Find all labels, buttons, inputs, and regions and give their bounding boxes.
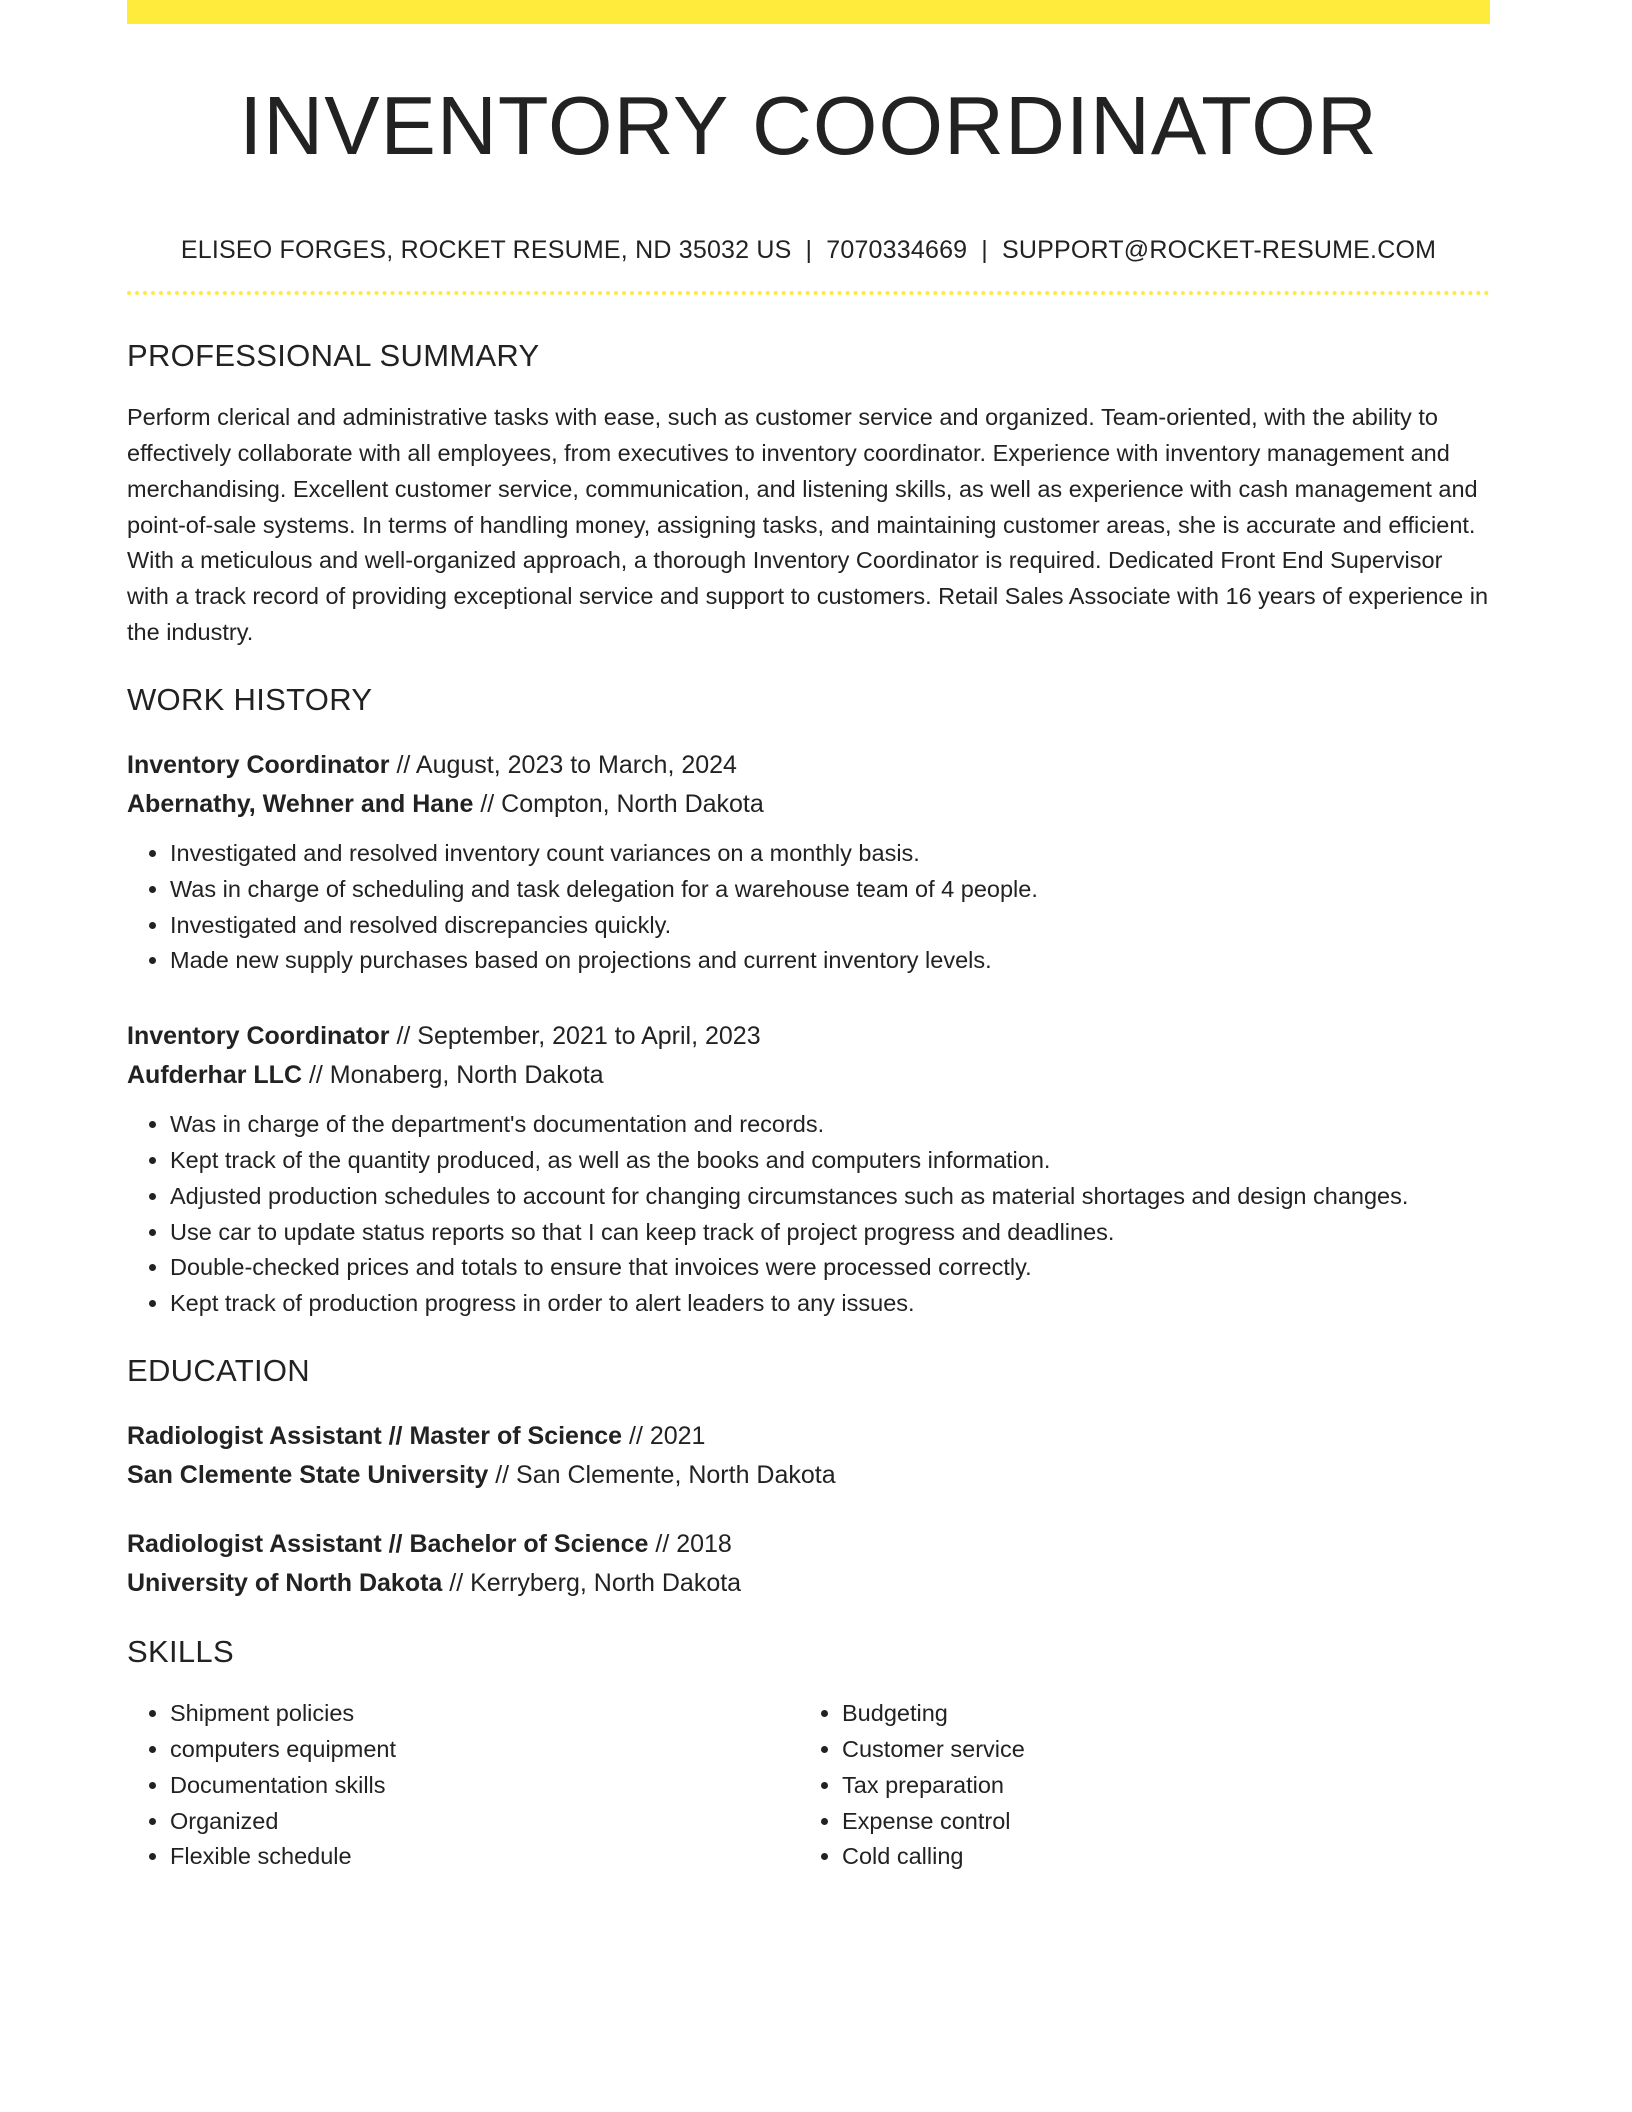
skill-item: • Documentation skills	[170, 1768, 799, 1804]
job-location: // Monaberg, North Dakota	[302, 1061, 604, 1090]
job-title: Inventory Coordinator	[127, 750, 390, 779]
summary-heading: PROFESSIONAL SUMMARY	[127, 338, 540, 373]
job-title-line	[127, 746, 1490, 785]
skills-column-right	[799, 1696, 1471, 1875]
job-entry	[127, 1017, 1490, 1322]
job-duty: • Was in charge of scheduling and task delegation for a warehouse team of 4 people.	[170, 872, 1490, 908]
contact-phone: 7070334669	[826, 236, 968, 264]
job-duty: • Double-checked prices and totals to ensure that invoices were processed correctly.	[170, 1250, 1490, 1286]
summary-text: Perform clerical and administrative tasks with ease, such as customer service and organized. Team-oriented, with the ability to effectively collaborate with all employees, from executives to inventory coordinator. Experience with inventory management and merchandising. Excellent customer service, communication, and listening skills, as well as experience with cash management and point-of-sale systems. In terms of handling money, assigning tasks, and maintaining customer areas, she is accurate and efficient. With a meticulous and well-organized approach, a thorough Inventory Coordinator is required. Dedicated Front End Supervisor with a track record of providing exceptional service and support to customers. Retail Sales Associate with 16 years of experience in the industry.	[127, 404, 1489, 645]
resume-page	[127, 0, 1490, 1875]
job-duty: • Investigated and resolved inventory count variances on a monthly basis.	[170, 836, 1490, 872]
skill-item: • computers equipment	[170, 1732, 799, 1768]
skill-item: • Customer service	[842, 1732, 1471, 1768]
contact-separator: |	[805, 236, 813, 264]
job-duty: • Was in charge of the department's documentation and records.	[170, 1107, 1490, 1143]
job-duty: • Investigated and resolved discrepancies quickly.	[170, 908, 1490, 944]
skill-item: • Tax preparation	[842, 1768, 1471, 1804]
education-entry	[127, 1417, 1490, 1495]
school-location: // Kerryberg, North Dakota	[442, 1569, 742, 1598]
contact-line	[127, 235, 1490, 265]
contact-email: SUPPORT@ROCKET-RESUME.COM	[1002, 236, 1437, 264]
skills-columns	[127, 1696, 1490, 1875]
contact-separator: |	[981, 236, 988, 264]
dotted-divider	[127, 291, 1490, 295]
job-dates: // September, 2021 to April, 2023	[389, 1022, 761, 1051]
job-title-line	[127, 1017, 1490, 1056]
education-entry	[127, 1525, 1490, 1603]
job-duties-list	[127, 1107, 1490, 1322]
graduation-year: // 2018	[648, 1530, 732, 1559]
skill-item: • Budgeting	[842, 1696, 1471, 1732]
job-duty: • Adjusted production schedules to account for changing circumstances such as material shortages and design changes.	[170, 1179, 1490, 1215]
school-line	[127, 1456, 1490, 1495]
school-line	[127, 1564, 1490, 1603]
skills-list	[127, 1696, 799, 1875]
page-title: INVENTORY COORDINATOR	[239, 79, 1378, 172]
job-duty: • Kept track of production progress in order to alert leaders to any issues.	[170, 1286, 1490, 1322]
job-company-line	[127, 785, 1490, 824]
contact-address: ELISEO FORGES, ROCKET RESUME, ND 35032 US	[180, 236, 792, 264]
skill-item: • Expense control	[842, 1804, 1471, 1840]
skills-heading: SKILLS	[127, 1634, 234, 1670]
skill-item: • Cold calling	[842, 1839, 1471, 1875]
work-history-heading: WORK HISTORY	[127, 681, 373, 717]
job-entry	[127, 746, 1490, 979]
skills-column-left	[127, 1696, 799, 1875]
job-company-line	[127, 1056, 1490, 1095]
skills-list	[799, 1696, 1471, 1875]
job-company: Abernathy, Wehner and Hane	[127, 789, 474, 818]
graduation-year: // 2021	[622, 1422, 706, 1451]
skill-item: • Flexible schedule	[170, 1839, 799, 1875]
school-name: San Clemente State University	[127, 1461, 489, 1490]
degree-line	[127, 1525, 1490, 1564]
job-location: // Compton, North Dakota	[473, 789, 764, 818]
skill-item: • Shipment policies	[170, 1696, 799, 1732]
job-title: Inventory Coordinator	[127, 1022, 390, 1051]
degree-line	[127, 1417, 1490, 1456]
job-dates: // August, 2023 to March, 2024	[389, 750, 737, 779]
job-duty: • Kept track of the quantity produced, as well as the books and computers information.	[170, 1143, 1490, 1179]
degree: Radiologist Assistant // Master of Science	[127, 1422, 623, 1451]
job-duty: • Use car to update status reports so that I can keep track of project progress and deadlines.	[170, 1215, 1490, 1251]
accent-top-bar	[127, 0, 1490, 24]
job-company: Aufderhar LLC	[127, 1061, 302, 1090]
school-name: University of North Dakota	[127, 1569, 443, 1598]
job-duties-list	[127, 836, 1490, 979]
school-location: // San Clemente, North Dakota	[488, 1461, 836, 1490]
education-heading: EDUCATION	[127, 1352, 310, 1388]
degree: Radiologist Assistant // Bachelor of Science	[127, 1530, 649, 1559]
job-duty: • Made new supply purchases based on projections and current inventory levels.	[170, 943, 1490, 979]
skill-item: • Organized	[170, 1804, 799, 1840]
